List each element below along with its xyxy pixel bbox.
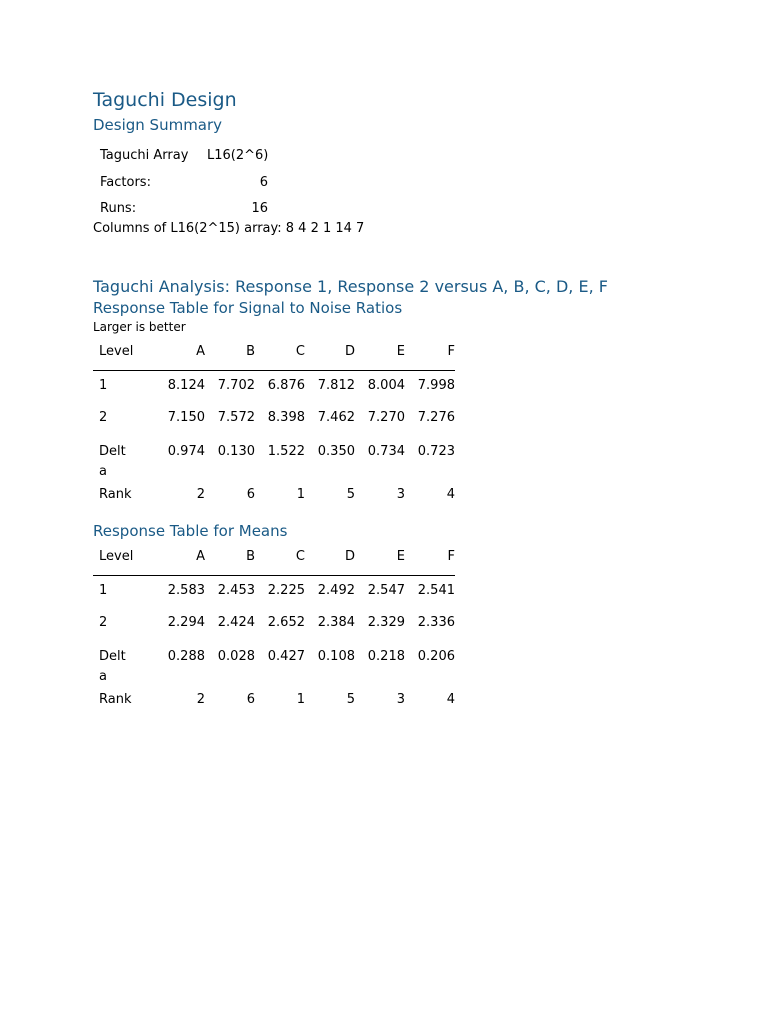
column-header: A (155, 344, 205, 371)
column-header: D (305, 549, 355, 576)
table-row (93, 576, 455, 611)
table-cell: 1 (99, 378, 108, 393)
column-header: Level (93, 344, 155, 371)
table-cell: Rank (99, 487, 132, 502)
factors-label: Factors: (100, 175, 151, 190)
column-header: Level (93, 549, 155, 576)
column-header: C (255, 344, 305, 371)
sn-table-note: Larger is better (93, 320, 186, 334)
table-cell: 0.108 (317, 649, 355, 664)
table-cell: 8.398 (267, 410, 305, 425)
table-cell: 2 (99, 410, 108, 425)
table-header-row (93, 344, 455, 371)
table-cell: 2.336 (417, 615, 455, 630)
table-cell: 2.225 (267, 583, 305, 598)
table-cell: 7.812 (317, 378, 355, 393)
table-header-row (93, 549, 455, 576)
table-cell: 2.424 (217, 615, 255, 630)
table-cell: 8.124 (167, 378, 205, 393)
table-cell: 3 (396, 487, 405, 502)
table-cell: 0.028 (217, 649, 255, 664)
table-cell: 0.427 (267, 649, 305, 664)
table-cell: 2.652 (267, 615, 305, 630)
table-cell: 6.876 (267, 378, 305, 393)
table-cell: 2.583 (167, 583, 205, 598)
column-header: C (255, 549, 305, 576)
runs-value: 16 (251, 201, 268, 216)
table-row (93, 482, 455, 514)
array-value: L16(2^6) (207, 148, 269, 163)
table-cell: 2.329 (367, 615, 405, 630)
table-row (93, 642, 455, 687)
column-header: B (205, 344, 255, 371)
table-cell: 7.572 (217, 410, 255, 425)
table-cell: 6 (246, 487, 255, 502)
table-cell: 0.288 (167, 649, 205, 664)
table-cell: 0.350 (317, 444, 355, 459)
table-cell: 5 (346, 487, 355, 502)
table-cell: Delta (99, 649, 126, 684)
table-cell: 7.998 (417, 378, 455, 393)
table-cell: 7.150 (167, 410, 205, 425)
table-cell: 2 (196, 487, 205, 502)
array-label: Taguchi Array (100, 148, 189, 163)
runs-label: Runs: (100, 201, 137, 216)
table-cell: 7.702 (217, 378, 255, 393)
column-header: B (205, 549, 255, 576)
table-cell: 0.218 (367, 649, 405, 664)
table-cell: 6 (246, 692, 255, 707)
table-cell: 2.294 (167, 615, 205, 630)
sn-table-heading: Response Table for Signal to Noise Ratios (93, 299, 403, 317)
table-cell: Delta (99, 444, 126, 479)
column-header: E (355, 549, 405, 576)
table-cell: 1.522 (267, 444, 305, 459)
means-response-table (93, 549, 455, 719)
table-cell: 4 (446, 487, 455, 502)
table-cell: 8.004 (367, 378, 405, 393)
column-header: A (155, 549, 205, 576)
table-cell: 7.462 (317, 410, 355, 425)
column-header: F (405, 344, 455, 371)
column-header: F (405, 549, 455, 576)
table-cell: 0.723 (417, 444, 455, 459)
table-cell: 4 (446, 692, 455, 707)
table-cell: 2 (99, 615, 108, 630)
table-row (93, 371, 455, 406)
table-cell: 1 (296, 692, 305, 707)
table-cell: 0.974 (167, 444, 205, 459)
table-cell: 3 (396, 692, 405, 707)
table-cell: 2 (196, 692, 205, 707)
table-cell: Rank (99, 692, 132, 707)
table-cell: 1 (99, 583, 108, 598)
sn-response-table (93, 344, 455, 514)
table-cell: 2.492 (317, 583, 355, 598)
columns-note: Columns of L16(2^15) array: 8 4 2 1 14 7 (93, 221, 365, 236)
table-cell: 2.384 (317, 615, 355, 630)
factors-value: 6 (259, 175, 268, 190)
table-cell: 2.453 (217, 583, 255, 598)
column-header: E (355, 344, 405, 371)
table-row (93, 687, 455, 719)
table-row (93, 405, 455, 437)
table-cell: 2.541 (417, 583, 455, 598)
table-cell: 1 (296, 487, 305, 502)
table-cell: 0.206 (417, 649, 455, 664)
table-cell: 2.547 (367, 583, 405, 598)
table-cell: 5 (346, 692, 355, 707)
table-cell: 7.270 (367, 410, 405, 425)
page-title: Taguchi Design (93, 89, 237, 111)
table-cell: 7.276 (417, 410, 455, 425)
table-cell: 0.130 (217, 444, 255, 459)
column-header: D (305, 344, 355, 371)
analysis-heading: Taguchi Analysis: Response 1, Response 2 versus A, B, C, D, E, F (93, 277, 608, 296)
table-row (93, 437, 455, 482)
design-summary-heading: Design Summary (93, 116, 223, 134)
table-row (93, 610, 455, 642)
table-cell: 0.734 (367, 444, 405, 459)
means-table-heading: Response Table for Means (93, 522, 288, 540)
